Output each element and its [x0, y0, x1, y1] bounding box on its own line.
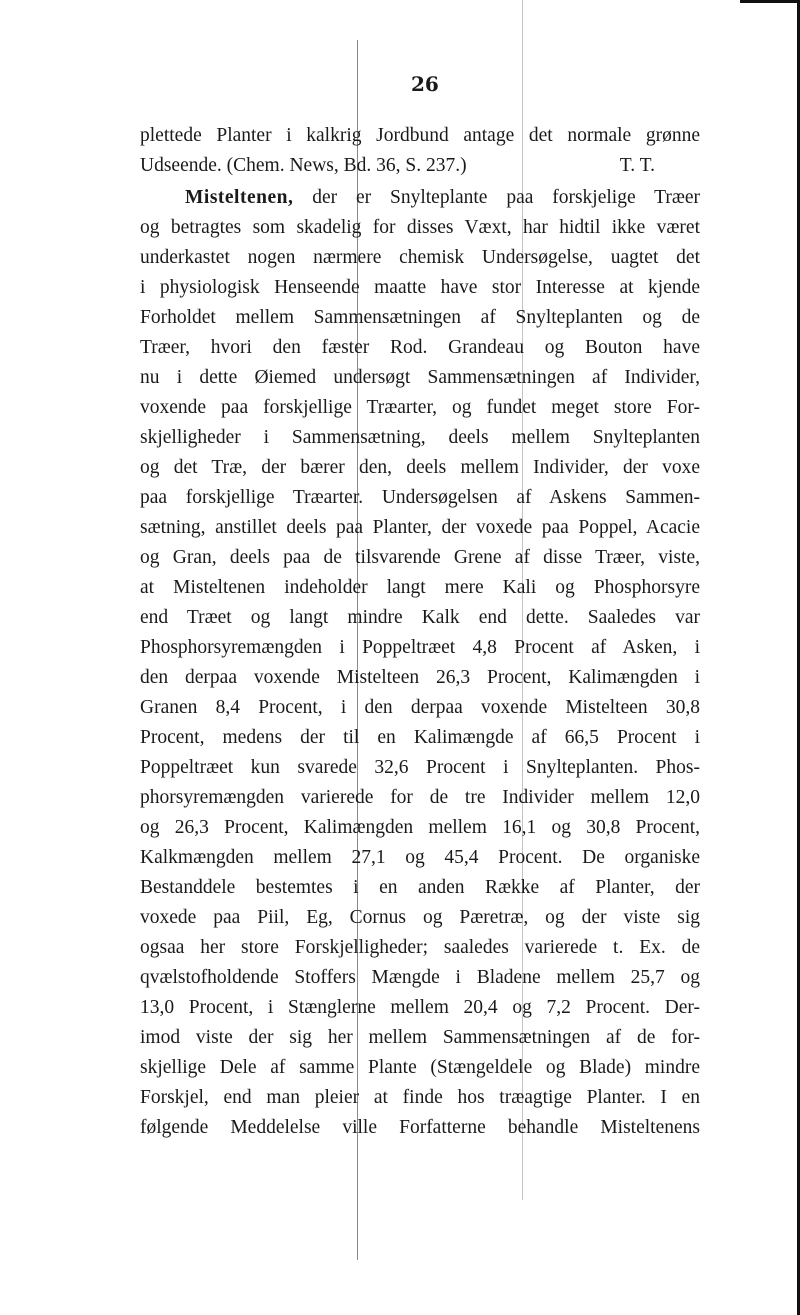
text-line: sætning, anstillet deels paa Planter, der voxede paa Poppel, Acacie — [140, 517, 700, 538]
text-line: Granen 8,4 Procent, i den derpaa voxende Mistelteen 30,8 — [140, 697, 700, 718]
text-line — [140, 151, 700, 181]
text-line: og 26,3 Procent, Kalimængden mellem 16,1 og 30,8 Procent, — [140, 817, 700, 838]
citation: (Chem. News, Bd. 36, S. 237.) — [226, 155, 467, 176]
text-line: følgende Meddelelse ville Forfatterne behandle Misteltenens — [140, 1117, 700, 1138]
section-heading: Misteltenen, — [185, 187, 294, 208]
text-line-rest: der er Snylteplante paa forskjelige Træer — [312, 187, 701, 208]
text-line: voxende paa forskjellige Træarter, og fundet meget store For- — [140, 397, 700, 418]
text-line: Bestanddele bestemtes i en anden Række af Planter, der — [140, 877, 700, 898]
text-line: ogsaa her store Forskjelligheder; saaledes varierede t. Ex. de — [140, 937, 700, 958]
text-line: qvælstofholdende Stoffers Mængde i Bladene mellem 25,7 og — [140, 967, 700, 988]
text-line: Forskjel, end man pleier at finde hos træagtige Planter. I en — [140, 1087, 700, 1108]
page-edge-top — [740, 0, 800, 3]
text-line: imod viste der sig her mellem Sammensætningen af de for- — [140, 1027, 700, 1048]
text-line: Forholdet mellem Sammensætningen af Snylteplanten og de — [140, 307, 700, 328]
text-line — [185, 183, 700, 213]
text-line-start: Udseende. — [140, 155, 222, 176]
text-line: den derpaa voxende Mistelteen 26,3 Procent, Kalimængden i — [140, 667, 700, 688]
text-line: og Gran, deels paa de tilsvarende Grene af disse Træer, viste, — [140, 547, 700, 568]
text-line: nu i dette Øiemed undersøgt Sammensætningen af Individer, — [140, 367, 700, 388]
text-line: Procent, medens der til en Kalimængde af 66,5 Procent i — [140, 727, 700, 748]
text-line: end Træet og langt mindre Kalk end dette. Saaledes var — [140, 607, 700, 628]
signature: T. T. — [619, 155, 655, 176]
text-line: og betragtes som skadelig for disses Væxt, har hidtil ikke været — [140, 217, 700, 238]
page-number: 26 — [411, 72, 439, 96]
text-line: Træer, hvori den fæster Rod. Grandeau og Bouton have — [140, 337, 700, 358]
text-line: Phosphorsyremængden i Poppeltræet 4,8 Procent af Asken, i — [140, 637, 700, 658]
text-line: at Misteltenen indeholder langt mere Kali og Phosphorsyre — [140, 577, 700, 598]
text-line: voxede paa Piil, Eg, Cornus og Pæretræ, og der viste sig — [140, 907, 700, 928]
text-line: underkastet nogen nærmere chemisk Undersøgelse, uagtet det — [140, 247, 700, 268]
text-line: paa forskjellige Træarter. Undersøgelsen af Askens Sammen- — [140, 487, 700, 508]
text-line: phorsyremængden varierede for de tre Individer mellem 12,0 — [140, 787, 700, 808]
text-line: Kalkmængden mellem 27,1 og 45,4 Procent. De organiske — [140, 847, 700, 868]
text-line: 13,0 Procent, i Stænglerne mellem 20,4 og 7,2 Procent. Der- — [140, 997, 700, 1018]
text-line: plettede Planter i kalkrig Jordbund antage det normale grønne — [140, 125, 700, 146]
text-line: i physiologisk Henseende maatte have stor Interesse at kjende — [140, 277, 700, 298]
text-line: skjelligheder i Sammensætning, deels mellem Snylteplanten — [140, 427, 700, 448]
text-line: og det Træ, der bærer den, deels mellem Individer, der voxe — [140, 457, 700, 478]
text-line: skjellige Dele af samme Plante (Stængeldele og Blade) mindre — [140, 1057, 700, 1078]
text-line: Poppeltræet kun svarede 32,6 Procent i Snylteplanten. Phos- — [140, 757, 700, 778]
